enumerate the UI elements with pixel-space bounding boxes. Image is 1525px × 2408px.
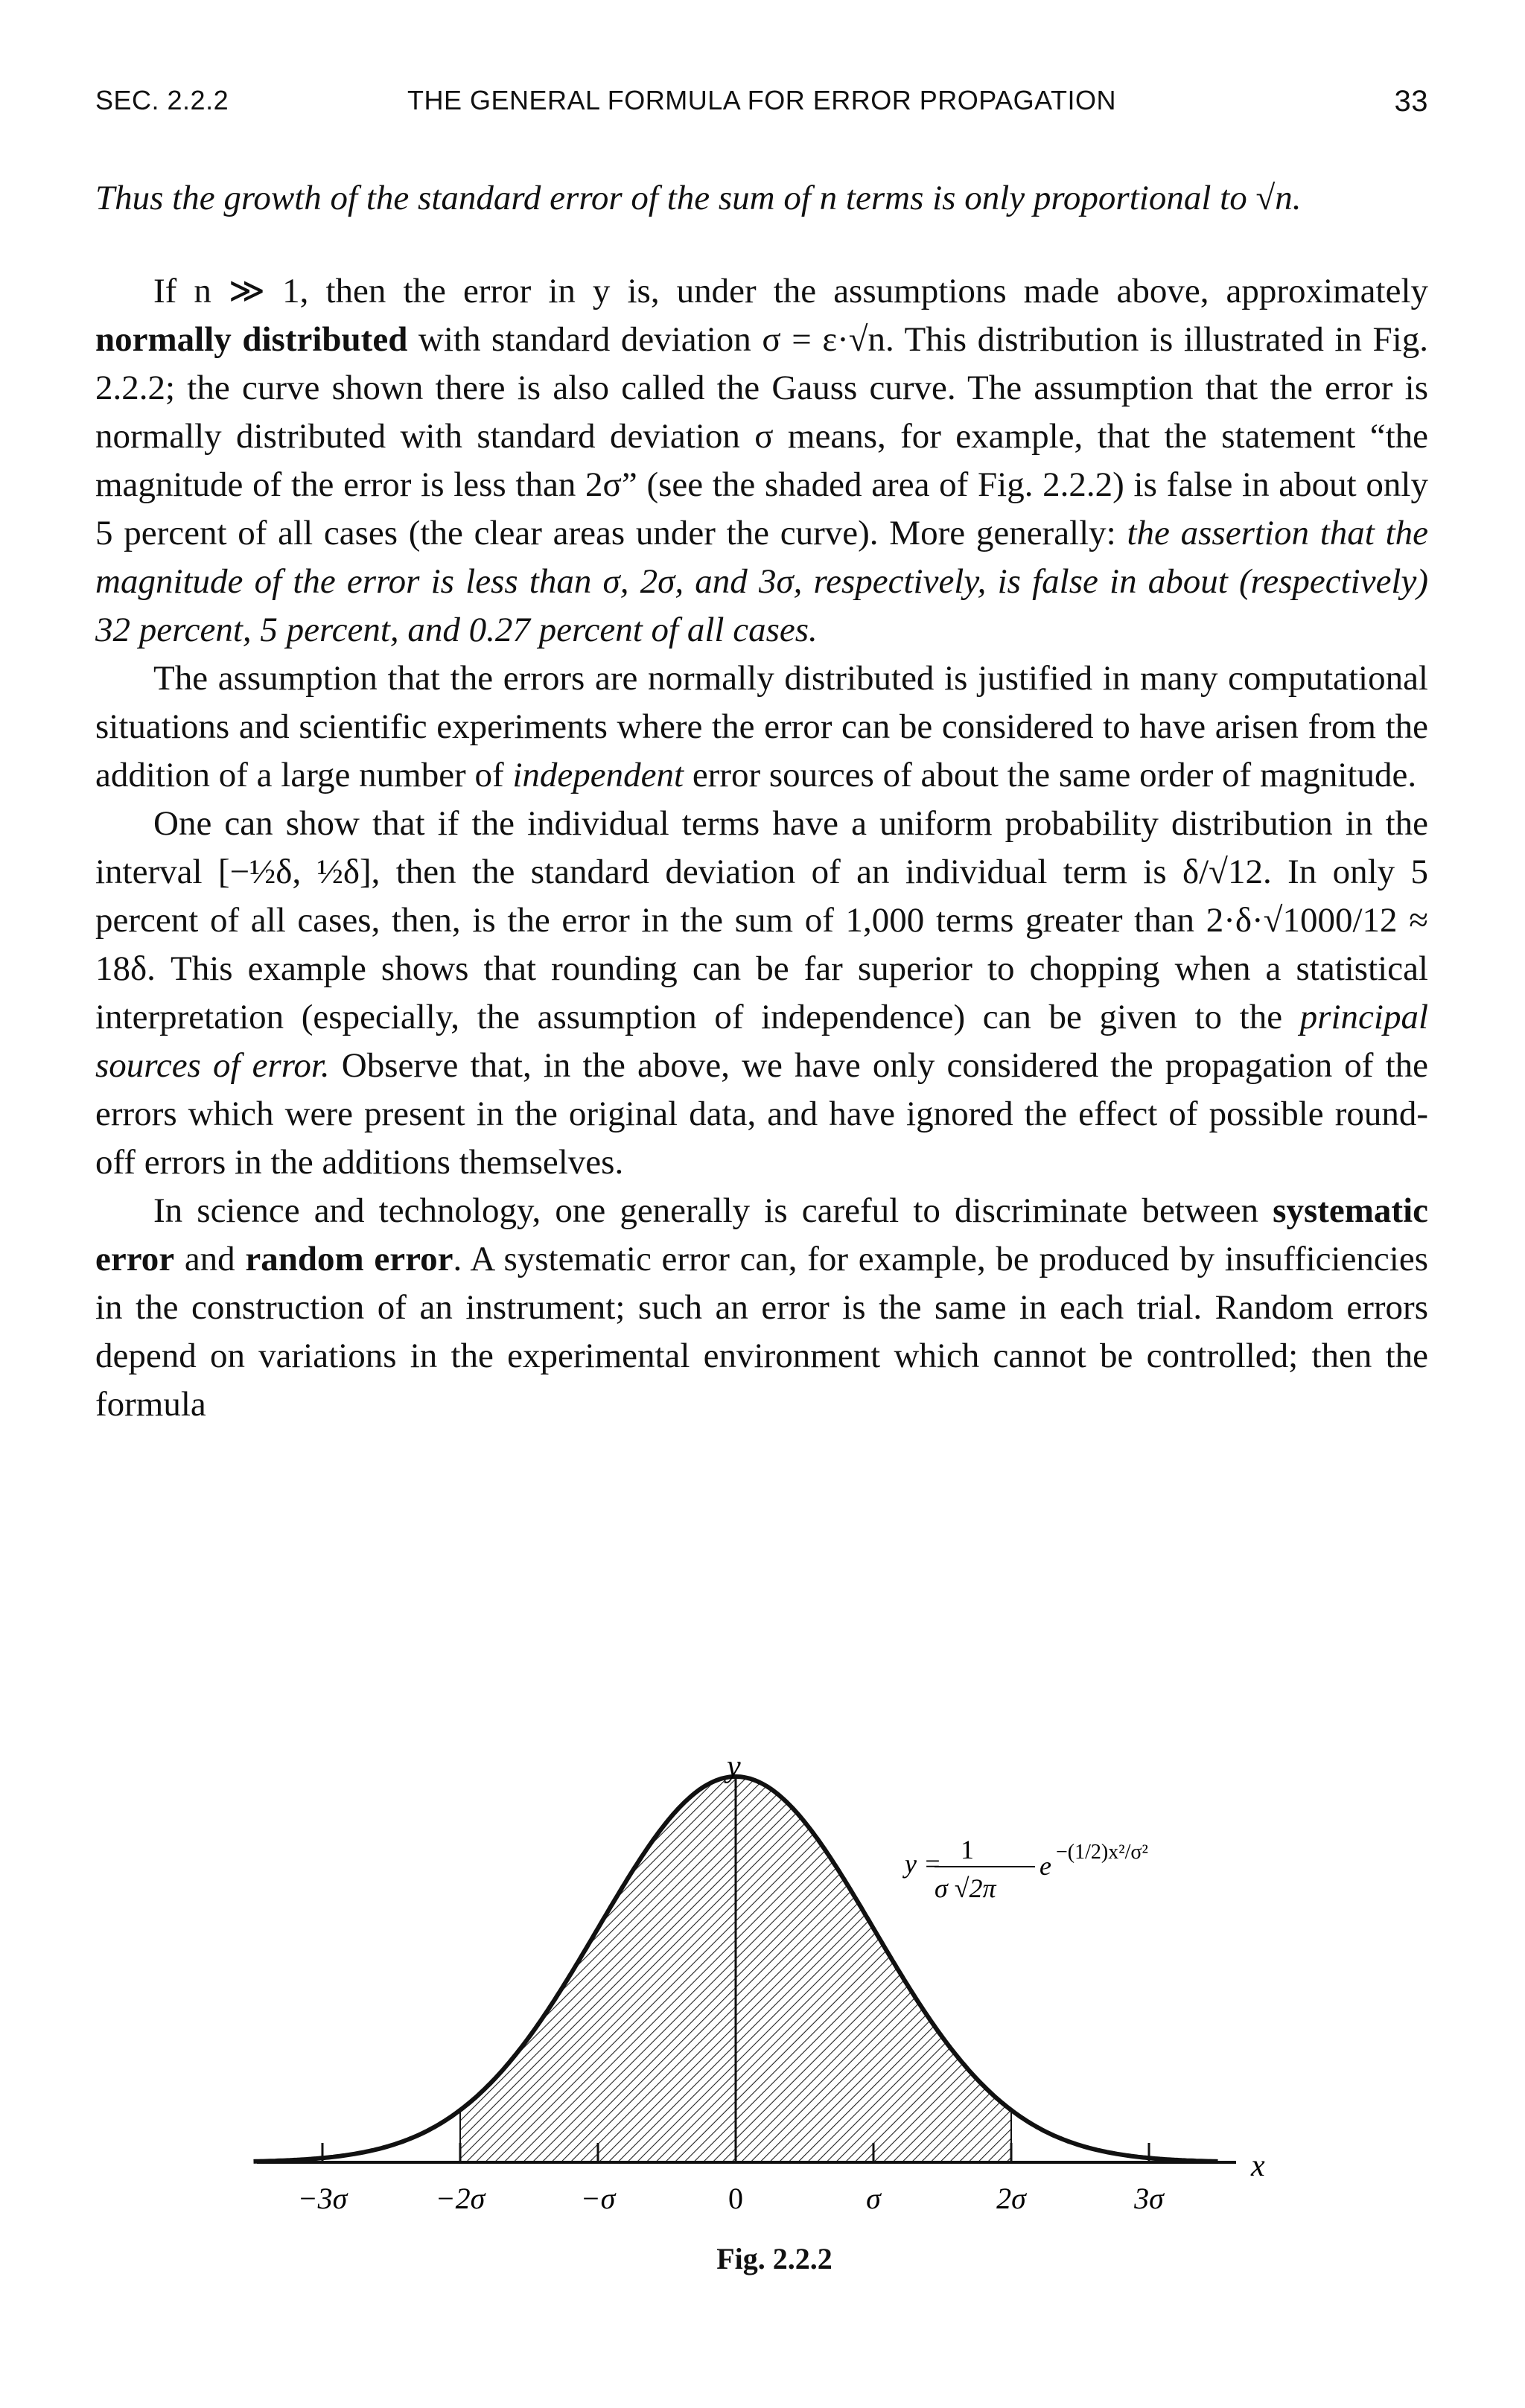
paragraph-1 bbox=[95, 174, 1428, 223]
tick-minus-sigma-label: −σ bbox=[580, 2182, 616, 2215]
y-axis-label: y bbox=[727, 1750, 741, 1784]
x-axis-label: x bbox=[1251, 2149, 1265, 2183]
paragraph-3 bbox=[95, 654, 1428, 800]
formula-denominator: σ √2π bbox=[935, 1873, 996, 1903]
p5-text-b: . A systematic error can, for example, be produced by insufficiencies in the construction of an instrument; such an error is the same in each trial. Random errors depend on variations in the experimental environment which cannot be controlled; then the formula bbox=[95, 1240, 1429, 1424]
paragraph-1-text: Thus the growth of the standard error of the sum of n terms is only proportional to √n. bbox=[95, 179, 1302, 217]
tick-zero-label: 0 bbox=[728, 2182, 743, 2215]
paragraph-4 bbox=[95, 800, 1428, 1187]
tick-minus-2sigma-label: −2σ bbox=[435, 2182, 485, 2215]
section-number: SEC. 2.2.2 bbox=[95, 85, 229, 115]
p2-italic-statement: the assertion that the magnitude of the error is less than σ, 2σ, and 3σ, respectively, is false in about (respectively) 32 percent, 5 percent, and 0.27 percent of all cases. bbox=[95, 514, 1428, 649]
p3-text-b: error sources of about the same order of magnitude. bbox=[684, 756, 1417, 794]
term-normally-distributed: normally distributed bbox=[95, 320, 408, 359]
tick-sigma-label: σ bbox=[866, 2182, 881, 2215]
formula-lhs: y = bbox=[905, 1849, 942, 1879]
body-text bbox=[95, 174, 1428, 1429]
formula-numerator: 1 bbox=[961, 1835, 974, 1864]
term-systematic-error: systematic error bbox=[95, 1191, 1428, 1278]
p2-text-b: with standard deviation σ = ε·√n. This distribution is illustrated in Fig. 2.2.2; the curve shown there is also called the Gauss curve. The assumption that the error is normally distributed with standard deviation σ means, for example, that the statement “the magnitude of the error is less than 2σ” (see the shaded area of Fig. 2.2.2) is false in about only 5 percent of all cases (the clear areas under the curve). More generally: bbox=[95, 320, 1428, 552]
tick-2sigma-label: 2σ bbox=[996, 2182, 1026, 2215]
gauss-curve-figure bbox=[223, 1713, 1325, 2275]
tick-labels bbox=[298, 2182, 1165, 2215]
page-number: 33 bbox=[1394, 85, 1428, 118]
p2-text-a: If n ≫ 1, then the error in y is, under the assumptions made above, approximately bbox=[153, 272, 1428, 310]
paragraph-5 bbox=[95, 1187, 1428, 1429]
p4-text-a: One can show that if the individual terms have a uniform probability distribution in the interval [−½δ, ½δ], then the standard deviation of an individual term is δ/√12. In only 5 percent of all cases, then, is the error in the sum of 1,000 terms greater than 2·δ·√1000/12 ≈ 18δ. This example shows that rounding can be far superior to chopping when a statistical interpretation (especially, the assumption of independence) can be given to the bbox=[95, 804, 1428, 1036]
running-header bbox=[95, 85, 1428, 130]
running-title: THE GENERAL FORMULA FOR ERROR PROPAGATION bbox=[407, 85, 1116, 115]
term-independent: independent bbox=[512, 756, 684, 794]
figure-caption: Fig. 2.2.2 bbox=[716, 2242, 832, 2275]
density-formula bbox=[902, 1835, 1148, 1903]
term-random-error: random error bbox=[245, 1240, 453, 1278]
gauss-curve-svg bbox=[223, 1713, 1325, 2234]
p3-text-a: The assumption that the errors are normally distributed is justified in many computational situations and scientific experiments where the error can be considered to have arisen from the addition of a large number of bbox=[95, 659, 1428, 794]
formula-exponent: −(1/2)x²/σ² bbox=[1056, 1841, 1148, 1864]
term-principal-sources: principal sources of error. bbox=[95, 998, 1428, 1085]
tick-3sigma-label: 3σ bbox=[1134, 2182, 1164, 2215]
paragraph-2 bbox=[95, 267, 1428, 654]
p4-text-b: Observe that, in the above, we have only considered the propagation of the errors which were present in the original data, and have ignored the effect of possible round-off errors in the additions themselves. bbox=[95, 1046, 1428, 1182]
p5-and: and bbox=[174, 1240, 246, 1278]
formula-e: e bbox=[1040, 1851, 1051, 1881]
tick-minus-3sigma-label: −3σ bbox=[297, 2182, 348, 2215]
p5-text-a: In science and technology, one generally is careful to discriminate between bbox=[153, 1191, 1273, 1230]
